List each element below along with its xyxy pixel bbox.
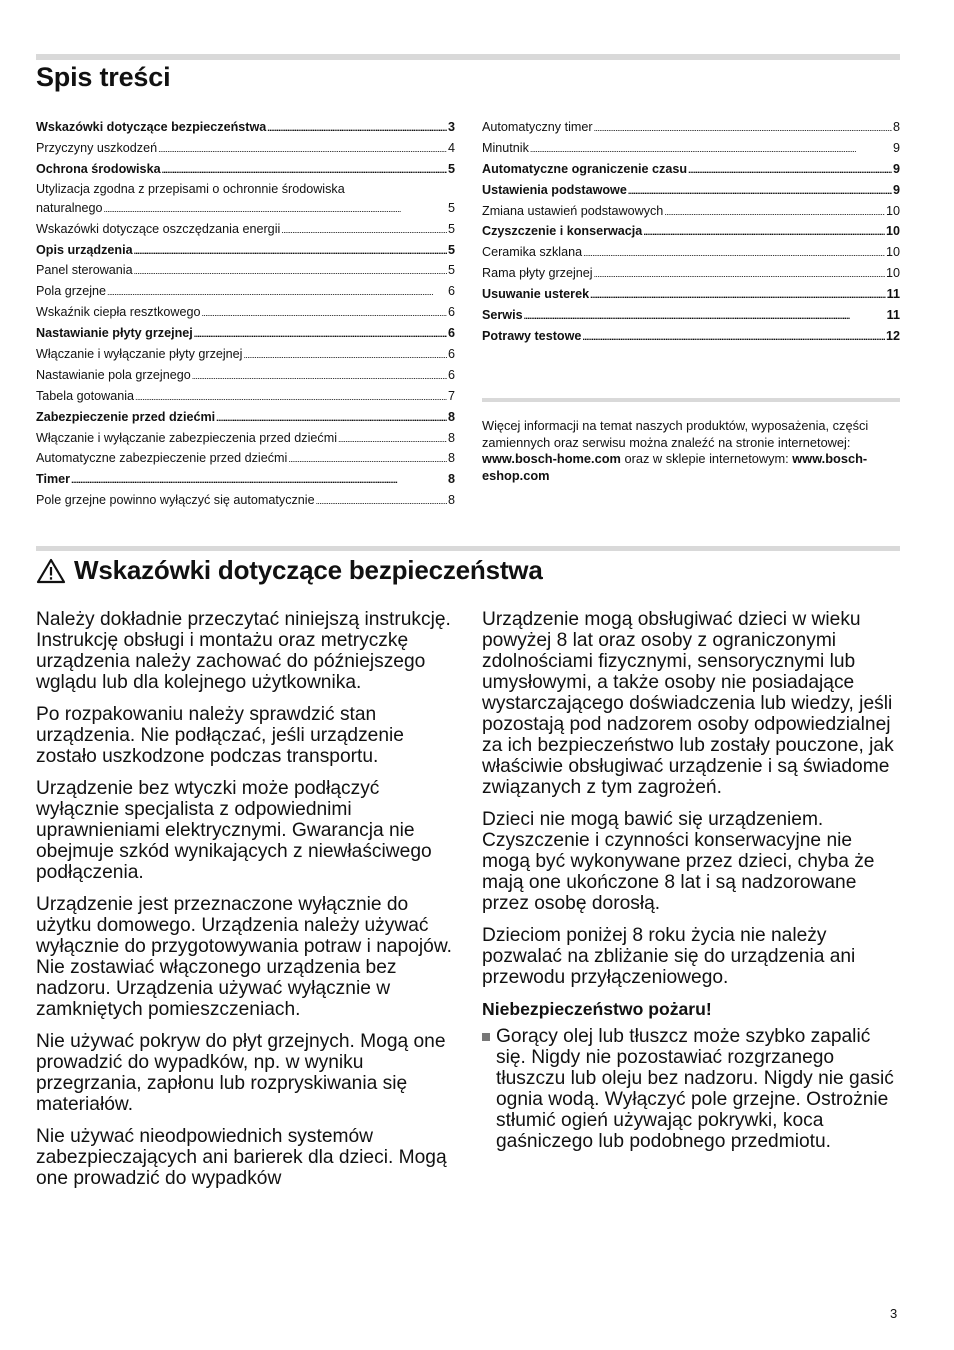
info-text-2: oraz w sklepie internetowym:	[620, 451, 793, 466]
safety-paragraph: Po rozpakowaniu należy sprawdzić stan urządzenia. Nie podłączać, jeśli urządzenie zostało uszkodzone podczas transportu.	[36, 704, 404, 767]
toc-entry-label: Automatyczne ograniczenie czasu	[482, 161, 688, 176]
toc-entry[interactable]	[482, 180, 900, 201]
toc-entry-label: Nastawianie płyty grzejnej	[36, 326, 193, 341]
toc-entry[interactable]	[482, 221, 900, 242]
toc-entry-label: Zmiana ustawień podstawowych	[482, 203, 664, 218]
toc-leader	[216, 407, 447, 428]
toc-entry[interactable]	[36, 159, 455, 180]
toc-leader	[288, 448, 447, 469]
toc-entry-label: Opis urządzenia	[36, 242, 133, 257]
page-number: 3	[890, 1306, 898, 1321]
toc-entry-label: Czyszczenie i konserwacja	[482, 224, 643, 239]
toc-leader	[267, 117, 447, 138]
toc-entry[interactable]	[482, 326, 900, 347]
toc-leader	[162, 159, 447, 180]
toc-entry-page: 11	[886, 308, 900, 323]
toc-entry-label: Panel sterowania	[36, 263, 133, 278]
toc-leader	[71, 469, 447, 490]
toc-title: Spis treści	[36, 62, 171, 92]
toc-leader	[590, 284, 886, 305]
toc-entry-label: Włączanie i wyłączanie płyty grzejnej	[36, 347, 243, 362]
toc-entry-page: 9	[892, 161, 900, 176]
toc-leader	[201, 302, 447, 323]
toc-leader	[643, 221, 885, 242]
toc-entry-page: 9	[892, 140, 900, 155]
toc-entry[interactable]	[36, 469, 455, 490]
safety-paragraph: Urządzenie mogą obsługiwać dzieci w wieku powyżej 8 lat oraz osoby z ograniczonymi zdolnościami fizycznymi, sensorycznymi lub umysłowymi, a także osoby nie posiadające wystarczającego doświadczenia lub wiedzy, jeśli pozostają pod nadzorem osoby odpowiedzialnej za ich bezpieczeństwo lub zostały pouczone, jak właściwie obsługiwać urządzenie i są świadome związanych z tym zagrożeń.	[482, 609, 894, 798]
toc-left-column	[36, 117, 455, 511]
toc-leader	[134, 240, 447, 261]
toc-entry[interactable]	[482, 117, 900, 138]
toc-entry-label: Potrawy testowe	[482, 328, 582, 343]
toc-entry-page: 8	[447, 451, 455, 466]
toc-entry[interactable]	[36, 448, 455, 469]
toc-leader	[281, 219, 447, 240]
toc-entry-label: Utylizacja zgodna z przepisami o ochronnie środowiska	[36, 181, 345, 196]
toc-entry[interactable]	[36, 240, 455, 261]
toc-entry[interactable]	[36, 428, 455, 449]
toc-entry-label-cont: naturalnego	[36, 200, 103, 215]
toc-entry[interactable]	[482, 201, 900, 222]
toc-entry[interactable]	[482, 263, 900, 284]
toc-entry-page: 5	[447, 221, 455, 236]
toc-entry[interactable]	[36, 344, 455, 365]
toc-entry-page: 10	[885, 266, 900, 281]
warning-triangle-icon	[36, 558, 66, 584]
toc-entry-page: 6	[447, 305, 455, 320]
toc-entry-page: 3	[447, 120, 455, 134]
toc-leader	[316, 490, 447, 511]
toc-leader	[688, 159, 892, 180]
toc-leader	[530, 138, 892, 159]
toc-entry-page: 6	[447, 284, 455, 299]
toc-entry-page: 6	[447, 367, 455, 382]
toc-entry-page: 8	[447, 493, 455, 508]
safety-paragraph: Urządzenie bez wtyczki może podłączyć wyłącznie specjalista z odpowiednimi uprawnieniami elektrycznymi. Gwarancja nie obejmuje szkód wynikających z niewłaściwego podłączenia.	[36, 778, 432, 883]
toc-entry-label: Ochrona środowiska	[36, 161, 161, 176]
fire-bullet-text: Gorący olej lub tłuszcz może szybko zapalić się. Nigdy nie pozostawiać rozgrzanego tłuszczu lub oleju bez nadzoru. Nigdy nie gasić ognia wodą. Wyłączyć pole grzejne. Ostrożnie stłumić ogień używając pokrywki, koca gaśniczego lub podobnego przedmiotu.	[496, 1026, 894, 1152]
toc-entry-label: Pola grzejne	[36, 284, 107, 299]
toc-entry-page: 5	[447, 242, 455, 257]
info-divider	[482, 398, 900, 402]
toc-entry[interactable]	[36, 490, 455, 511]
toc-entry-label: Ustawienia podstawowe	[482, 182, 627, 197]
toc-entry-page: 7	[447, 388, 455, 403]
safety-left-column	[36, 609, 456, 1200]
toc-entry-page: 5	[447, 161, 455, 176]
toc-entry[interactable]	[36, 117, 455, 138]
safety-title: Wskazówki dotyczące bezpieczeństwa	[74, 555, 543, 585]
safety-paragraph: Dzieci nie mogą bawić się urządzeniem. Czyszczenie i czynności konserwacyjne nie mogą być wykonywane przez dzieci, chyba że mają one ukończone 8 lat i są nadzorowane przez osobę dorosłą.	[482, 809, 875, 914]
toc-entry-page: 10	[885, 245, 900, 260]
toc-entry[interactable]	[482, 305, 900, 326]
toc-entry-label: Wskaźnik ciepła resztkowego	[36, 305, 201, 320]
toc-entry[interactable]	[36, 180, 455, 219]
safety-heading	[36, 555, 543, 586]
toc-entry-page: 5	[447, 200, 455, 215]
toc-entry[interactable]	[482, 242, 900, 263]
toc-entry-label: Zabezpieczenie przed dziećmi	[36, 409, 216, 424]
toc-entry[interactable]	[36, 365, 455, 386]
toc-entry-label: Nastawianie pola grzejnego	[36, 367, 191, 382]
safety-paragraph: Nie używać pokryw do płyt grzejnych. Mogą one prowadzić do wypadków, np. w wyniku przegrzania, zapłonu lub rozpryskiwania się materiałów.	[36, 1031, 446, 1115]
toc-entry-label: Automatyczne zabezpieczenie przed dziećmi	[36, 451, 288, 466]
safety-paragraph: Nie używać nieodpowiednich systemów zabezpieczających ani barierek dla dzieci. Mogą one prowadzić do wypadków	[36, 1126, 447, 1189]
safety-paragraph: Urządzenie jest przeznaczone wyłącznie do użytku domowego. Urządzenia należy używać wyłącznie do przygotowywania potraw i napojów. Nie zostawiać włączonego urządzenia bez nadzoru. Urządzenia używać wyłącznie w zamkniętych pomieszczeniach.	[36, 894, 452, 1020]
toc-entry-label: Serwis	[482, 308, 523, 323]
toc-entry[interactable]	[36, 323, 455, 344]
toc-entry-page: 11	[886, 287, 900, 302]
info-text	[482, 418, 892, 484]
toc-leader	[594, 263, 885, 284]
toc-entry[interactable]	[36, 407, 455, 428]
toc-entry-label: Automatyczny timer	[482, 120, 593, 134]
toc-entry[interactable]	[36, 302, 455, 323]
toc-entry[interactable]	[36, 260, 455, 281]
toc-leader	[524, 305, 886, 326]
toc-entry-label: Wskazówki dotyczące oszczędzania energii	[36, 221, 281, 236]
toc-entry[interactable]	[36, 219, 455, 240]
toc-leader	[582, 326, 885, 347]
toc-entry-label: Rama płyty grzejnej	[482, 266, 593, 281]
toc-leader	[107, 281, 447, 302]
safety-paragraph: Należy dokładnie przeczytać niniejszą instrukcję. Instrukcję obsługi i montażu oraz metryczkę urządzenia należy zachować do późniejszego wglądu lub dla kolejnego użytkownika.	[36, 609, 451, 693]
toc-entry-label: Wskazówki dotyczące bezpieczeństwa	[36, 120, 267, 134]
toc-entry-label: Przyczyny uszkodzeń	[36, 140, 158, 155]
toc-leader	[192, 365, 447, 386]
toc-entry-label: Usuwanie usterek	[482, 287, 590, 302]
toc-entry-page: 8	[447, 409, 455, 424]
toc-entry-page: 8	[892, 120, 900, 134]
toc-leader	[628, 180, 892, 201]
toc-leader	[243, 344, 447, 365]
toc-entry-page: 5	[447, 263, 455, 278]
toc-entry-page: 8	[447, 472, 455, 487]
toc-leader	[135, 386, 447, 407]
safety-paragraph: Dzieciom poniżej 8 roku życia nie należy pozwalać na zbliżanie się do urządzenia ani przewodu przyłączeniowego.	[482, 925, 856, 988]
toc-leader	[194, 323, 447, 344]
toc-entry-label: Włączanie i wyłączanie zabezpieczenia przed dziećmi	[36, 430, 337, 445]
toc-leader	[338, 428, 447, 449]
toc-entry[interactable]	[482, 284, 900, 305]
info-link-home[interactable]: www.bosch-home.com	[482, 451, 621, 466]
toc-entry-label: Timer	[36, 472, 71, 487]
toc-entry-label: Pole grzejne powinno wyłączyć się automatycznie	[36, 493, 315, 508]
fire-heading: Niebezpieczeństwo pożaru!	[482, 999, 712, 1019]
toc-right-column	[482, 117, 900, 347]
info-text-1: Więcej informacji na temat naszych produktów, wyposażenia, części zamiennych oraz serwisu można znaleźć na stronie internetowej:	[482, 418, 869, 450]
toc-leader	[158, 138, 447, 159]
toc-entry-page: 9	[892, 182, 900, 197]
toc-entry[interactable]	[36, 386, 455, 407]
toc-entry[interactable]	[482, 159, 900, 180]
bullet-square-icon	[482, 1026, 496, 1152]
toc-entry[interactable]	[36, 138, 455, 159]
toc-leader	[664, 201, 885, 222]
toc-entry-page: 4	[447, 140, 455, 155]
toc-entry-page: 12	[885, 328, 900, 343]
toc-leader	[134, 260, 447, 281]
toc-leader	[104, 198, 447, 220]
fire-bullet	[482, 1026, 902, 1152]
section-divider	[36, 546, 900, 551]
info-link-eshop[interactable]: www.bosch-eshop.com	[482, 451, 868, 483]
toc-leader	[594, 117, 892, 138]
toc-leader	[583, 242, 885, 263]
toc-entry[interactable]	[482, 138, 900, 159]
toc-entry-page: 10	[885, 224, 900, 239]
toc-entry-label: Tabela gotowania	[36, 388, 135, 403]
toc-entry-page: 10	[885, 203, 900, 218]
toc-entry-label: Minutnik	[482, 140, 529, 155]
toc-entry[interactable]	[36, 281, 455, 302]
toc-entry-page: 6	[447, 326, 455, 341]
top-divider	[36, 54, 900, 60]
safety-right-column	[482, 609, 902, 1152]
toc-entry-page: 6	[447, 347, 455, 362]
toc-entry-label: Ceramika szklana	[482, 245, 583, 260]
toc-entry-page: 8	[447, 430, 455, 445]
